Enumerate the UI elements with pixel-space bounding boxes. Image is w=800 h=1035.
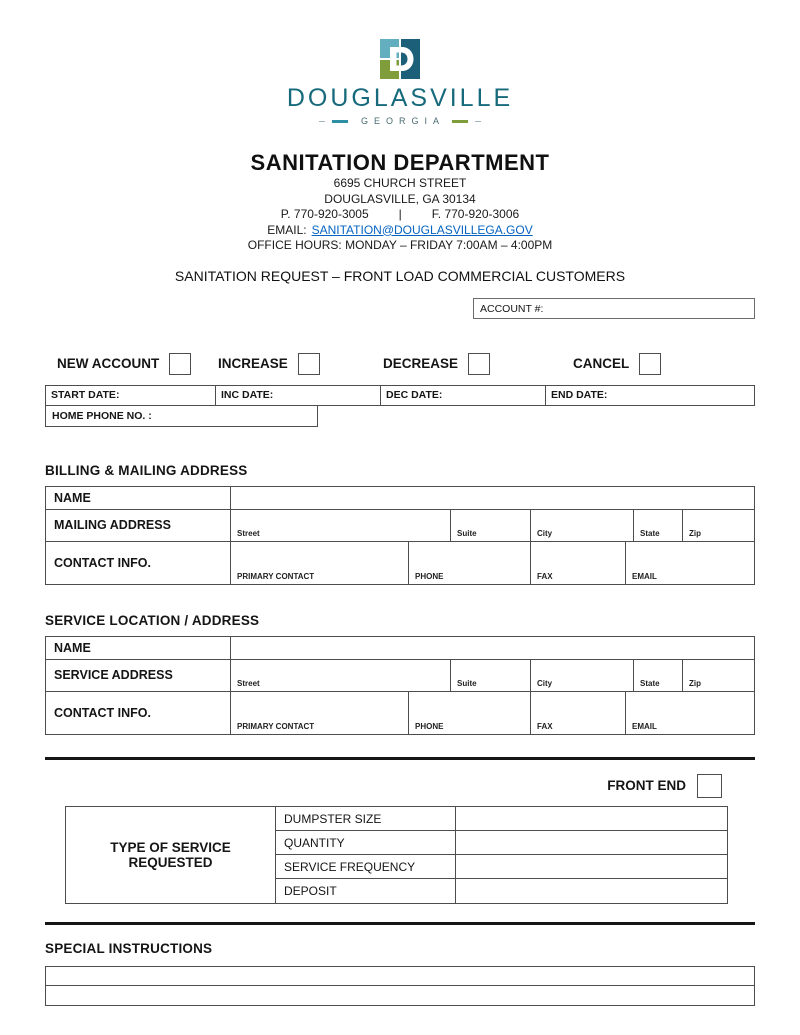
home-phone-label: HOME PHONE NO. : — [52, 409, 152, 422]
zip-sublabel: Zip — [689, 678, 701, 688]
service-phone-field[interactable] — [409, 692, 531, 734]
end-date-label: END DATE: — [551, 388, 608, 401]
service-address-label: SERVICE ADDRESS — [46, 660, 231, 691]
service-state-field[interactable] — [634, 660, 683, 691]
decorative-dash-left — [319, 121, 325, 122]
document-header — [45, 38, 755, 284]
city-state-zip-line: DOUGLASVILLE, GA 30134 — [324, 191, 476, 206]
primary-contact-sublabel: PRIMARY CONTACT — [237, 721, 315, 731]
city-logo — [45, 38, 755, 126]
decrease-checkbox[interactable] — [468, 353, 490, 375]
city-sublabel: City — [537, 678, 553, 688]
billing-table — [45, 486, 755, 585]
fax-number: F. 770-920-3006 — [431, 207, 520, 221]
billing-primary-contact-field[interactable] — [231, 542, 409, 584]
billing-contact-label: CONTACT INFO. — [46, 542, 231, 584]
billing-state-field[interactable] — [634, 510, 683, 541]
table-row — [276, 855, 727, 879]
section-divider — [45, 757, 755, 760]
service-frequency-field[interactable] — [456, 855, 727, 878]
douglasville-logo-icon — [379, 38, 421, 80]
email-line — [45, 223, 755, 239]
cancel-label: CANCEL — [573, 356, 630, 371]
service-city-field[interactable] — [531, 660, 634, 691]
service-contact-label: CONTACT INFO. — [46, 692, 231, 734]
billing-address-label: MAILING ADDRESS — [46, 510, 231, 541]
billing-suite-field[interactable] — [451, 510, 531, 541]
logo-state-row — [319, 116, 481, 126]
table-row — [276, 807, 727, 831]
service-primary-contact-field[interactable] — [231, 692, 409, 734]
service-name-label: NAME — [46, 637, 231, 659]
dec-date-label: DEC DATE: — [386, 388, 443, 401]
start-date-label: START DATE: — [51, 388, 120, 401]
type-of-service-rows — [276, 807, 727, 903]
quantity-label: QUANTITY — [276, 831, 456, 854]
increase-checkbox[interactable] — [298, 353, 320, 375]
phone-number: P. 770-920-3005 — [280, 207, 369, 221]
service-name-field[interactable] — [231, 637, 754, 659]
type-of-service-table — [65, 806, 728, 904]
office-hours-line: OFFICE HOURS: MONDAY – FRIDAY 7:00AM – 4:00PM — [247, 238, 553, 252]
service-contact-row — [46, 692, 754, 734]
front-end-checkbox[interactable] — [697, 774, 722, 798]
logo-state-name: GEORGIA — [360, 116, 445, 126]
dumpster-size-label: DUMPSTER SIZE — [276, 807, 456, 830]
service-zip-field[interactable] — [683, 660, 754, 691]
front-end-row — [45, 774, 755, 798]
phone-sublabel: PHONE — [415, 571, 444, 581]
service-frequency-label: SERVICE FREQUENCY — [276, 855, 456, 878]
front-end-label: FRONT END — [607, 778, 686, 793]
option-decrease — [383, 353, 490, 375]
special-instructions-heading: SPECIAL INSTRUCTIONS — [45, 940, 213, 956]
table-row — [276, 831, 727, 855]
primary-contact-sublabel: PRIMARY CONTACT — [237, 571, 315, 581]
service-address-row — [46, 660, 754, 692]
form-title: SANITATION REQUEST – FRONT LOAD COMMERCIAL CUSTOMERS — [174, 267, 626, 284]
street-sublabel: Street — [237, 528, 260, 538]
city-sublabel: City — [537, 528, 553, 538]
deposit-label: DEPOSIT — [276, 879, 456, 903]
service-street-field[interactable] — [231, 660, 451, 691]
quantity-field[interactable] — [456, 831, 727, 854]
state-sublabel: State — [640, 528, 660, 538]
fax-sublabel: FAX — [537, 571, 553, 581]
section-divider — [45, 922, 755, 925]
special-instructions-lines — [45, 966, 755, 1006]
phone-fax-line — [45, 207, 755, 223]
option-cancel — [573, 353, 661, 375]
cancel-checkbox[interactable] — [639, 353, 661, 375]
end-date-field[interactable] — [546, 386, 754, 405]
decrease-label: DECREASE — [383, 356, 459, 371]
billing-contact-row — [46, 542, 754, 584]
phone-sublabel: PHONE — [415, 721, 444, 731]
service-fax-field[interactable] — [531, 692, 626, 734]
email-sublabel: EMAIL — [632, 721, 657, 731]
service-name-row — [46, 637, 754, 660]
dumpster-size-field[interactable] — [456, 807, 727, 830]
billing-name-field[interactable] — [231, 487, 754, 509]
billing-email-field[interactable] — [626, 542, 754, 584]
billing-name-label: NAME — [46, 487, 231, 509]
billing-street-field[interactable] — [231, 510, 451, 541]
billing-city-field[interactable] — [531, 510, 634, 541]
dec-date-field[interactable] — [381, 386, 546, 405]
billing-fax-field[interactable] — [531, 542, 626, 584]
billing-name-row — [46, 487, 754, 510]
special-instructions-line-1[interactable] — [46, 967, 754, 986]
home-phone-field[interactable] — [45, 405, 318, 427]
email-label: EMAIL: — [267, 222, 307, 237]
billing-phone-field[interactable] — [409, 542, 531, 584]
option-new-account — [57, 353, 191, 375]
suite-sublabel: Suite — [457, 528, 477, 538]
service-suite-field[interactable] — [451, 660, 531, 691]
decorative-dash-right — [475, 121, 481, 122]
type-of-service-label: TYPE OF SERVICE REQUESTED — [66, 807, 276, 903]
start-date-field[interactable] — [46, 386, 216, 405]
deposit-field[interactable] — [456, 879, 727, 903]
request-type-options — [45, 353, 755, 377]
account-number-label: ACCOUNT #: — [480, 302, 544, 315]
new-account-checkbox[interactable] — [169, 353, 191, 375]
decorative-bar-green — [452, 120, 468, 123]
department-title: SANITATION DEPARTMENT — [250, 150, 550, 175]
street-sublabel: Street — [237, 678, 260, 688]
account-number-field[interactable] — [473, 298, 755, 319]
account-number-row — [45, 298, 755, 319]
service-table — [45, 636, 755, 735]
email-sublabel: EMAIL — [632, 571, 657, 581]
table-row — [276, 879, 727, 903]
fax-sublabel: FAX — [537, 721, 553, 731]
inc-date-field[interactable] — [216, 386, 381, 405]
decorative-bar-teal — [332, 120, 348, 123]
zip-sublabel: Zip — [689, 528, 701, 538]
service-section-heading: SERVICE LOCATION / ADDRESS — [45, 612, 260, 628]
special-instructions-line-2[interactable] — [46, 986, 754, 1005]
suite-sublabel: Suite — [457, 678, 477, 688]
billing-address-row — [46, 510, 754, 542]
state-sublabel: State — [640, 678, 660, 688]
dates-strip — [45, 385, 755, 406]
new-account-label: NEW ACCOUNT — [57, 356, 160, 371]
email-link[interactable]: SANITATION@DOUGLASVILLEGA.GOV — [311, 222, 533, 237]
billing-section-heading: BILLING & MAILING ADDRESS — [45, 462, 248, 478]
billing-zip-field[interactable] — [683, 510, 754, 541]
inc-date-label: INC DATE: — [221, 388, 274, 401]
option-increase — [218, 353, 320, 375]
service-email-field[interactable] — [626, 692, 754, 734]
phone-fax-separator: | — [398, 207, 402, 221]
increase-label: INCREASE — [218, 356, 288, 371]
logo-city-name: DOUGLASVILLE — [286, 84, 514, 112]
street-address-line: 6695 CHURCH STREET — [333, 176, 467, 190]
